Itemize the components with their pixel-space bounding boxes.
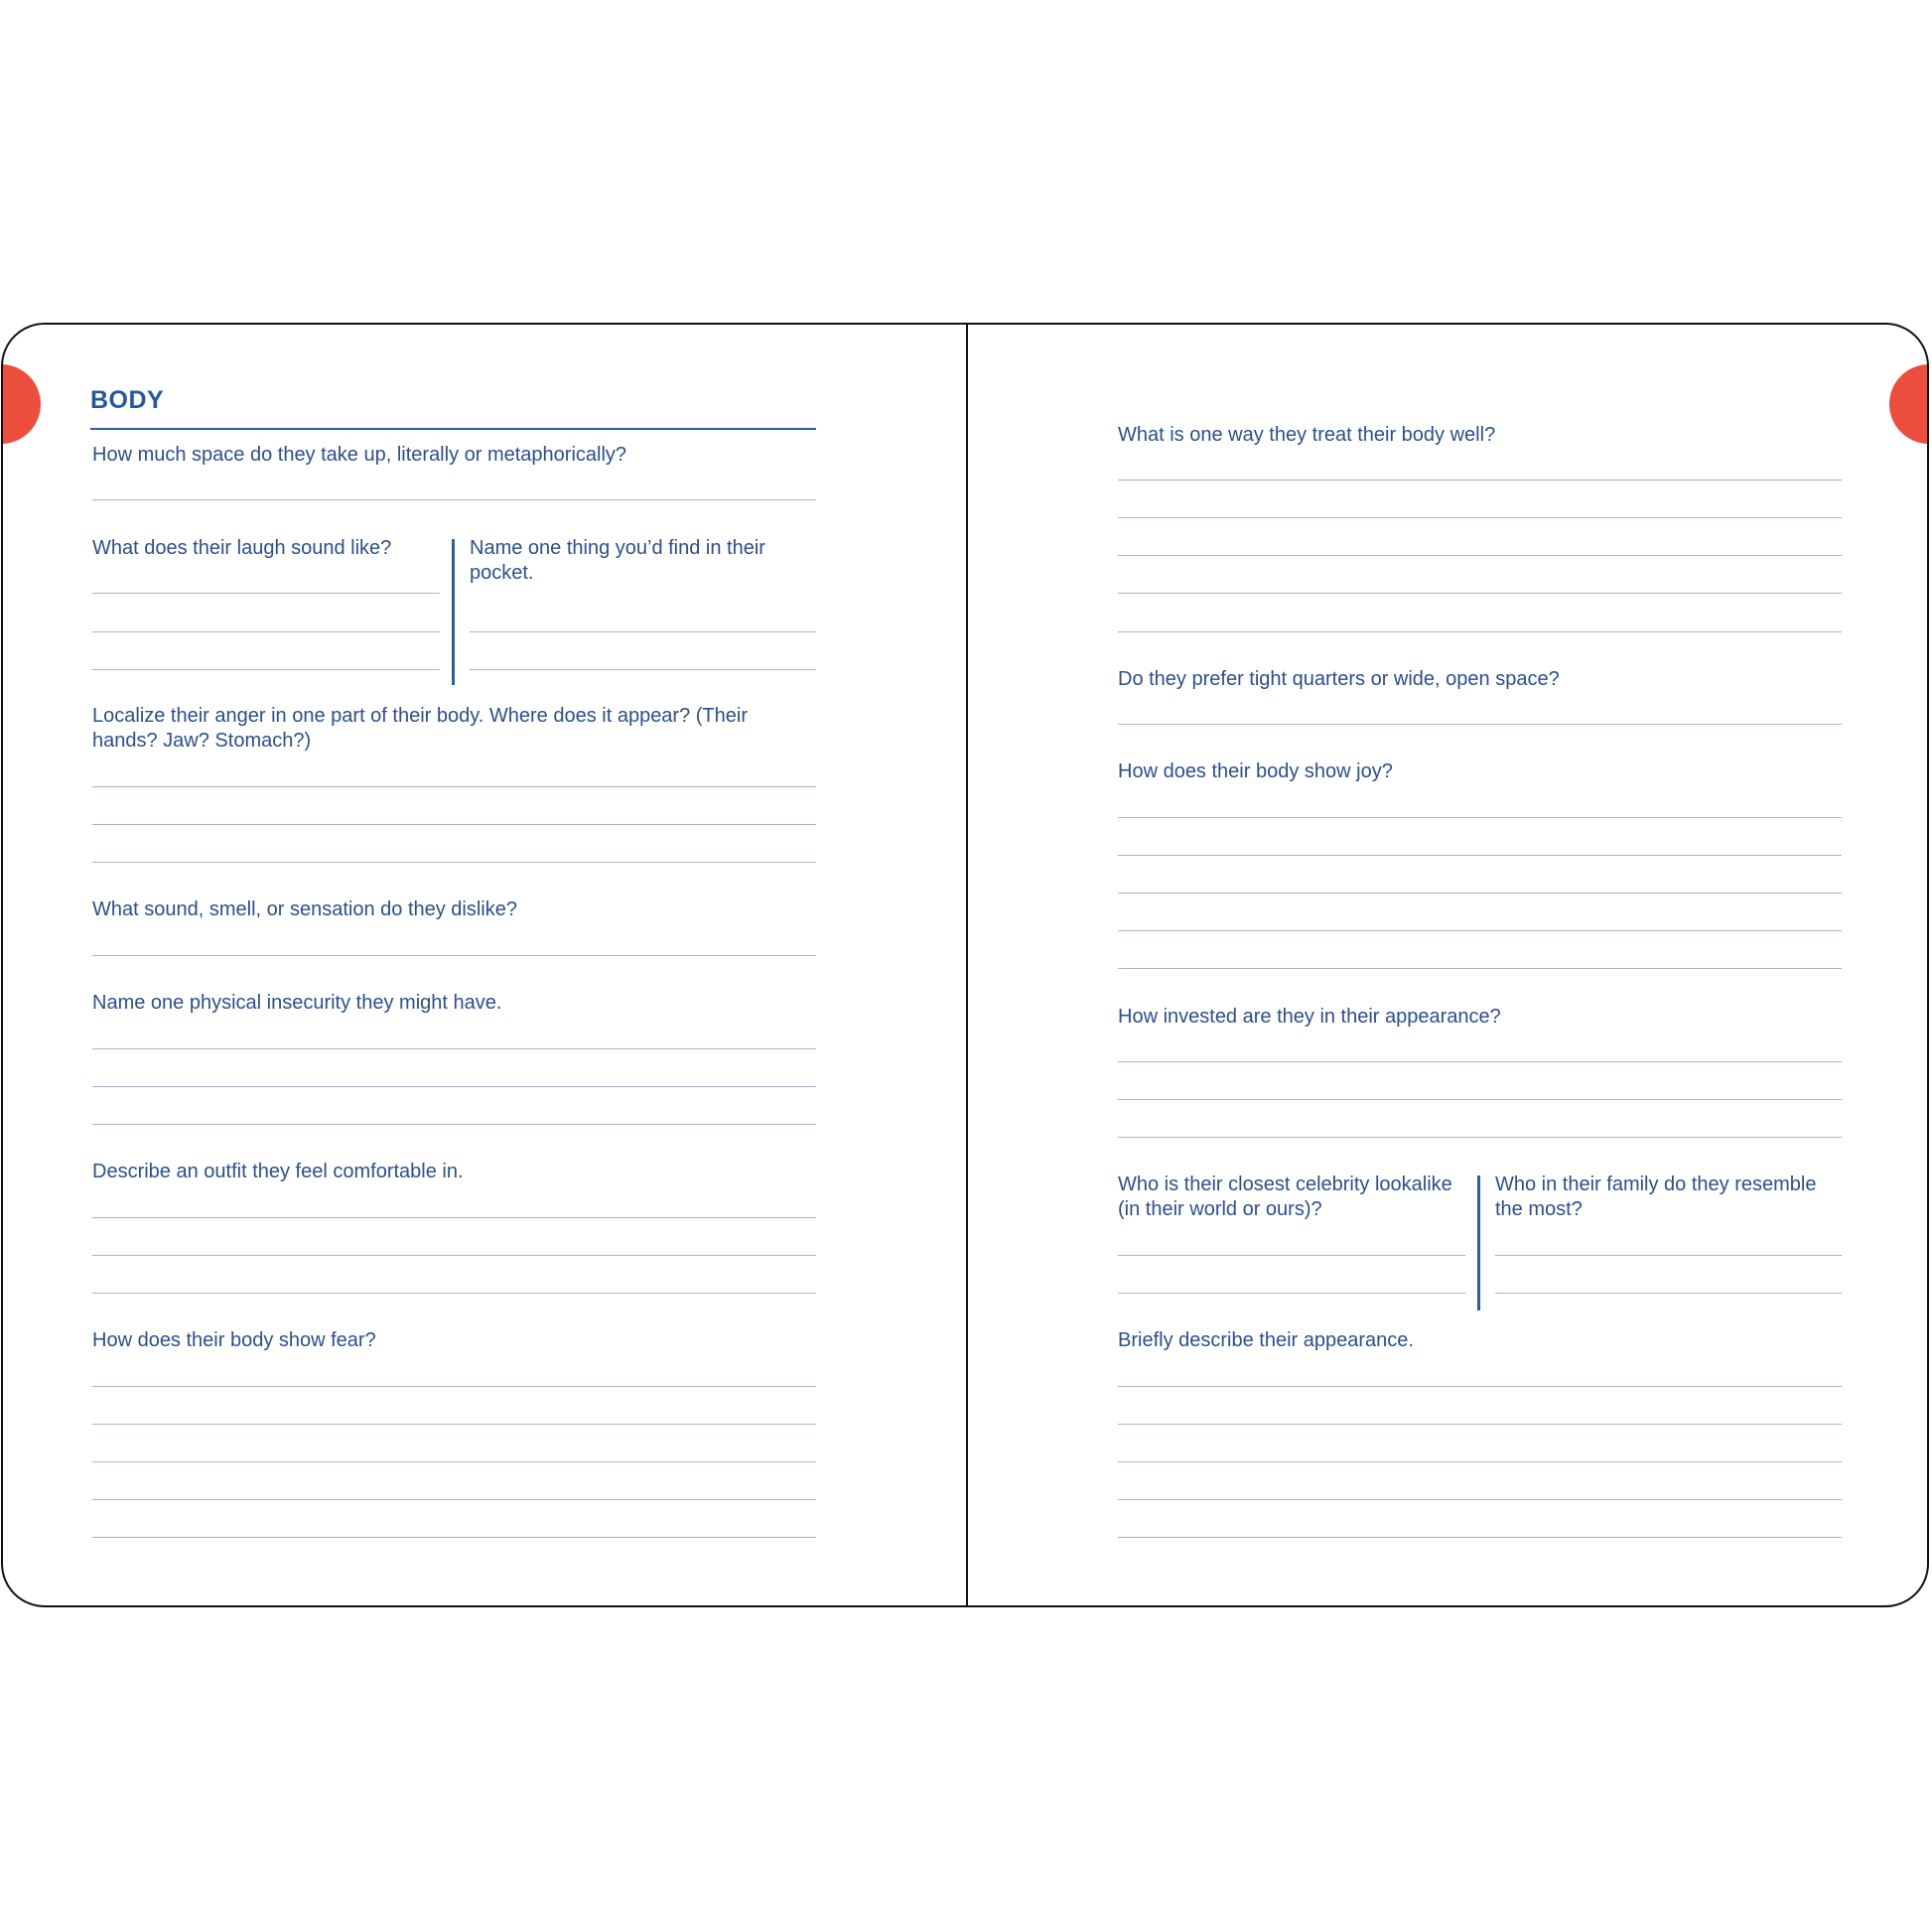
writing-line[interactable] (1118, 855, 1842, 856)
writing-line[interactable] (1118, 817, 1842, 818)
writing-line[interactable] (1118, 517, 1842, 518)
writing-line[interactable] (1118, 893, 1842, 894)
writing-line[interactable] (92, 1499, 816, 1500)
journal-spread (1, 323, 1929, 1607)
question-joy: How does their body show joy? (1118, 760, 1393, 782)
left-page (3, 325, 966, 1605)
question-pocket-item: Name one thing you’d find in their pocket. (470, 537, 765, 584)
writing-line[interactable] (92, 955, 816, 956)
writing-line[interactable] (1118, 1293, 1465, 1294)
writing-line[interactable] (92, 499, 816, 500)
writing-line[interactable] (1118, 480, 1842, 481)
writing-line[interactable] (92, 1086, 816, 1087)
writing-line[interactable] (92, 862, 816, 863)
writing-line[interactable] (92, 669, 440, 670)
right-page (968, 325, 1929, 1605)
question-insecurity: Name one physical insecurity they might have. (92, 992, 502, 1014)
question-appearance-investment: How invested are they in their appearance? (1118, 1006, 1501, 1028)
writing-line[interactable] (1118, 555, 1842, 556)
question-space-taken: How much space do they take up, literally or metaphorically? (92, 444, 627, 466)
question-fear: How does their body show fear? (92, 1329, 376, 1351)
question-describe-appearance: Briefly describe their appearance. (1118, 1329, 1414, 1351)
writing-line[interactable] (1118, 1137, 1842, 1138)
writing-line[interactable] (1118, 1424, 1842, 1425)
writing-line[interactable] (92, 1461, 816, 1462)
writing-line[interactable] (92, 1424, 816, 1425)
writing-line[interactable] (1495, 1255, 1842, 1256)
writing-line[interactable] (1118, 1255, 1465, 1256)
column-divider (1477, 1175, 1480, 1311)
writing-line[interactable] (1118, 593, 1842, 594)
question-laugh-sound: What does their laugh sound like? (92, 537, 392, 559)
question-anger-location: Localize their anger in one part of their body. Where does it appear? (Their hands? Jaw? Stomach?) (92, 705, 748, 752)
writing-line[interactable] (1118, 1099, 1842, 1100)
writing-line[interactable] (92, 1255, 816, 1256)
writing-line[interactable] (1118, 1537, 1842, 1538)
question-dislikes: What sound, smell, or sensation do they dislike? (92, 898, 517, 920)
writing-line[interactable] (470, 669, 816, 670)
writing-line[interactable] (470, 631, 816, 632)
writing-line[interactable] (1118, 631, 1842, 632)
writing-line[interactable] (1118, 724, 1842, 725)
writing-line[interactable] (92, 593, 440, 594)
writing-line[interactable] (1495, 1293, 1842, 1294)
question-celebrity-lookalike: Who is their closest celebrity lookalike (in their world or ours)? (1118, 1173, 1452, 1220)
writing-line[interactable] (1118, 1061, 1842, 1062)
writing-line[interactable] (92, 786, 816, 787)
writing-line[interactable] (92, 1293, 816, 1294)
writing-line[interactable] (92, 1048, 816, 1049)
question-family-resemblance: Who in their family do they resemble the most? (1495, 1173, 1817, 1220)
writing-line[interactable] (1118, 1461, 1842, 1462)
writing-line[interactable] (92, 824, 816, 825)
writing-line[interactable] (92, 1386, 816, 1387)
writing-line[interactable] (1118, 1499, 1842, 1500)
question-outfit: Describe an outfit they feel comfortable in. (92, 1161, 464, 1182)
writing-line[interactable] (1118, 968, 1842, 969)
column-divider (452, 539, 455, 685)
question-body-care: What is one way they treat their body well? (1118, 424, 1496, 446)
section-title: BODY (90, 386, 165, 414)
writing-line[interactable] (92, 1537, 816, 1538)
title-underline (90, 428, 816, 430)
writing-line[interactable] (92, 631, 440, 632)
writing-line[interactable] (92, 1124, 816, 1125)
writing-line[interactable] (92, 1217, 816, 1218)
writing-line[interactable] (1118, 930, 1842, 931)
question-space-preference: Do they prefer tight quarters or wide, open space? (1118, 668, 1560, 690)
writing-line[interactable] (1118, 1386, 1842, 1387)
